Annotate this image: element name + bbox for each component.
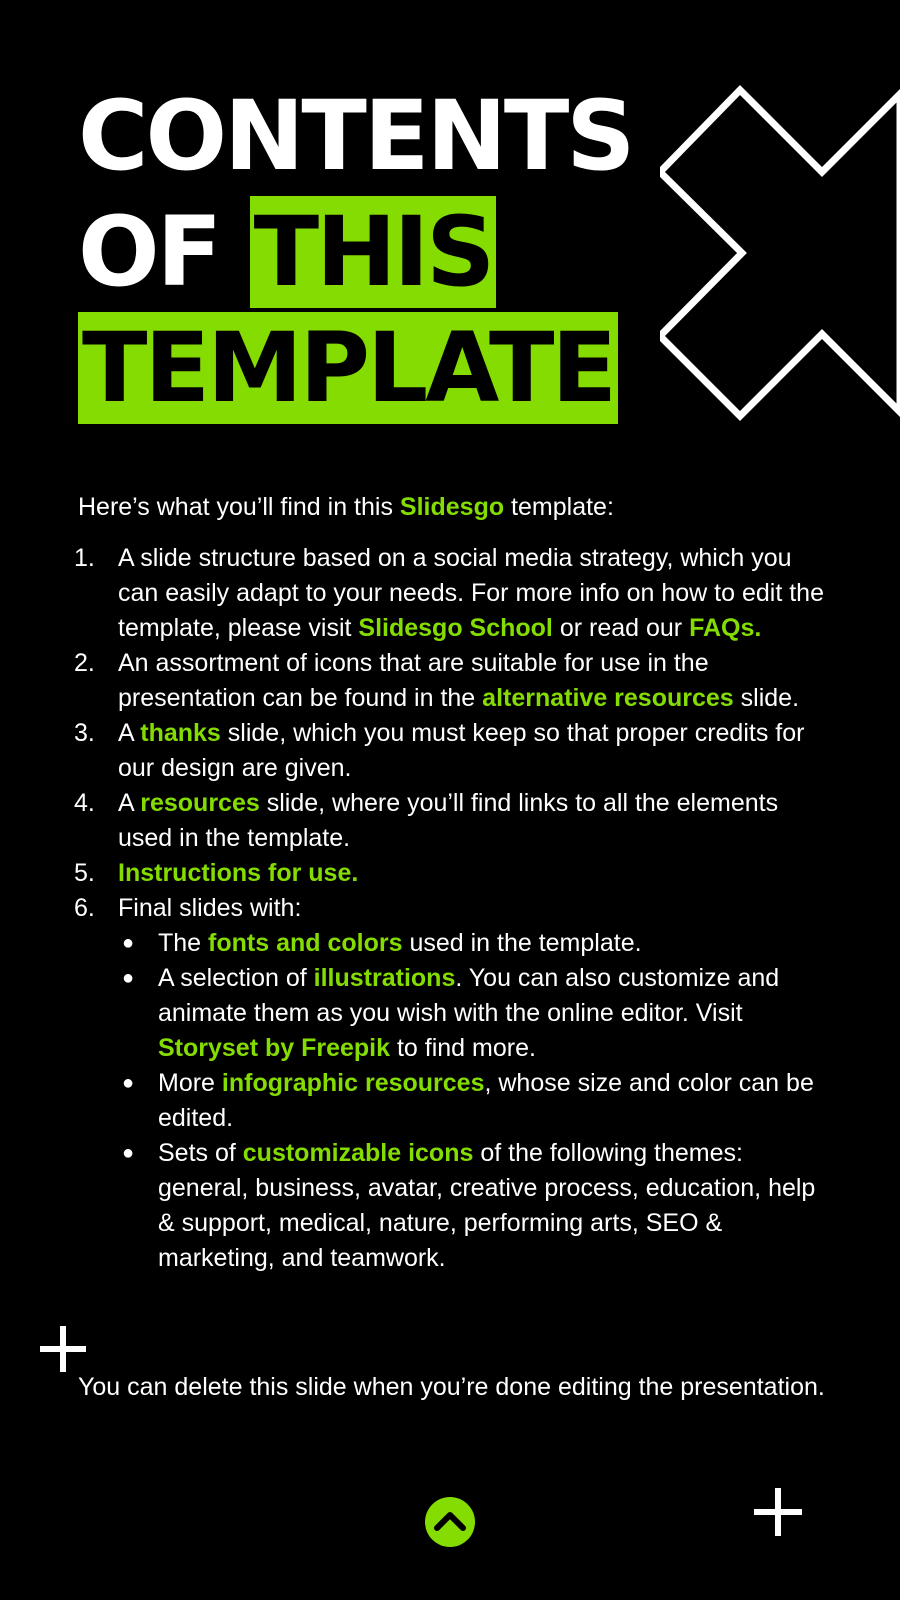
item-text: A selection of: [158, 964, 314, 992]
item-number: 1.: [74, 544, 95, 572]
item-text: to find more.: [390, 1034, 536, 1062]
item-text: An assortment of icons that are suitable for use in the presentation can be found in the: [118, 649, 709, 712]
slidesgo-school-link[interactable]: Slidesgo School: [358, 614, 553, 642]
intro-text: [78, 490, 838, 525]
item-number: 4.: [74, 789, 95, 817]
list-item: [74, 541, 838, 646]
list-item: [74, 891, 838, 1276]
item-text: A: [118, 719, 141, 747]
intro-before: Here’s what you’ll find in this: [78, 493, 400, 521]
fonts-colors-link[interactable]: fonts and colors: [208, 929, 403, 957]
final-slides-list: [118, 926, 838, 1276]
sub-list-item: [118, 961, 838, 1066]
sub-list-item: [118, 1136, 838, 1276]
item-text: .: [351, 859, 359, 887]
resources-link[interactable]: resources: [140, 789, 260, 817]
list-item: [74, 646, 838, 716]
title-line-1: CONTENTS: [78, 80, 633, 192]
item-text: .: [754, 614, 762, 642]
item-number: 6.: [74, 894, 95, 922]
plus-icon: [754, 1488, 802, 1536]
title-line-3-highlight: TEMPLATE: [78, 312, 618, 424]
page-title: [78, 78, 632, 426]
title-line-2-plain: OF: [78, 196, 220, 308]
item-text: Sets of: [158, 1139, 243, 1167]
item-text: slide.: [733, 684, 800, 712]
sub-list-item: [118, 1066, 838, 1136]
item-text: . You can also customize and animate them as you wish with the online editor. Visit: [158, 964, 780, 1027]
item-number: 5.: [74, 859, 95, 887]
slidesgo-link[interactable]: Slidesgo: [399, 493, 505, 521]
list-item: [74, 786, 838, 856]
closing-note: You can delete this slide when you’re done editing the presentation.: [78, 1373, 825, 1401]
title-line-2-highlight: THIS: [250, 196, 497, 308]
alternative-resources-link[interactable]: alternative resources: [482, 684, 734, 712]
item-text: used in the template.: [402, 929, 642, 957]
item-text: or read our: [552, 614, 690, 642]
item-text: slide, which you must keep so that proper credits for our design are given.: [118, 719, 805, 782]
list-item: [74, 716, 838, 786]
sub-list-item: [118, 926, 838, 961]
illustrations-link[interactable]: illustrations: [313, 964, 456, 992]
faqs-link[interactable]: FAQs: [689, 614, 755, 642]
item-text: of the following themes: general, business, avatar, creative process, education, help & support, medical, nature, performing arts, SEO & marketing, and teamwork.: [158, 1139, 816, 1272]
item-number: 3.: [74, 719, 95, 747]
item-number: 2.: [74, 649, 95, 677]
title-line-3: [78, 310, 632, 426]
contents-body: [74, 490, 838, 1276]
item-text: , whose size and color can be edited.: [158, 1069, 814, 1132]
item-text: Final slides with:: [118, 894, 302, 922]
chevron-up-icon: [425, 1497, 475, 1547]
item-text: The: [158, 929, 209, 957]
contents-list: [74, 541, 838, 1276]
plus-icon: [40, 1326, 86, 1372]
instructions-link[interactable]: Instructions for use: [118, 859, 352, 887]
infographic-resources-link[interactable]: infographic resources: [221, 1069, 485, 1097]
item-text: slide, where you’ll find links to all the elements used in the template.: [118, 789, 779, 852]
intro-after: template:: [504, 493, 614, 521]
title-line-2: [78, 194, 632, 310]
storyset-link[interactable]: Storyset by Freepik: [158, 1034, 391, 1062]
x-outline-icon: [660, 78, 900, 428]
item-text: A: [118, 789, 141, 817]
thanks-link[interactable]: thanks: [140, 719, 221, 747]
customizable-icons-link[interactable]: customizable icons: [242, 1139, 474, 1167]
scroll-up-button[interactable]: [425, 1497, 475, 1547]
list-item: [74, 856, 838, 891]
item-text: A slide structure based on a social media strategy, which you can easily adapt to your needs. For more info on how to edit the template, please visit: [118, 544, 824, 642]
item-text: More: [158, 1069, 222, 1097]
